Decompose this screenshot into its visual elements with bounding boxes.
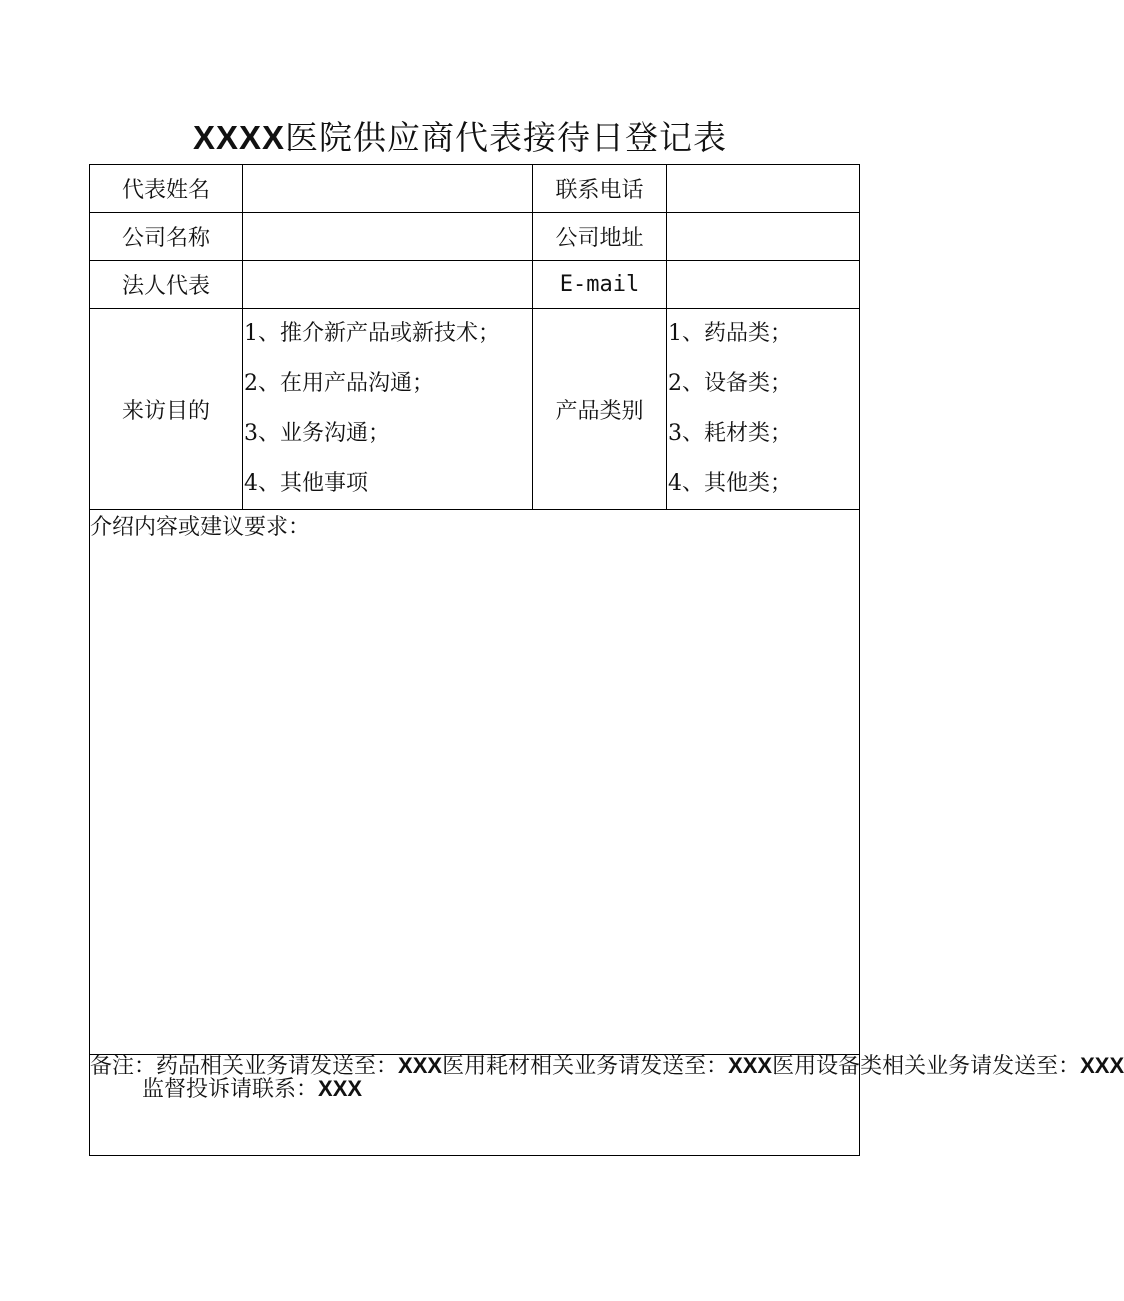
notes-contact: XXX xyxy=(398,1053,443,1078)
company-name-field[interactable] xyxy=(243,213,533,261)
notes-contact: XXX xyxy=(318,1076,363,1101)
category-option[interactable]: 1、药品类； xyxy=(668,321,792,346)
category-option[interactable]: 4、其他类； xyxy=(668,471,792,496)
notes-line-1 xyxy=(90,1053,1124,1079)
purpose-label: 来访目的 xyxy=(90,309,243,510)
phone-field[interactable] xyxy=(667,165,860,213)
company-address-label: 公司地址 xyxy=(533,213,667,261)
category-options xyxy=(667,309,860,510)
notes-text: 医用耗材相关业务请发送至： xyxy=(442,1054,729,1079)
rep-name-field[interactable] xyxy=(243,165,533,213)
phone-label: 联系电话 xyxy=(533,165,667,213)
purpose-options xyxy=(243,309,533,510)
email-label: E-mail xyxy=(533,261,667,309)
category-option[interactable]: 2、设备类； xyxy=(668,371,792,396)
notes-label: 备注 xyxy=(90,1054,135,1079)
notes-text: 监督投诉请联系： xyxy=(142,1077,319,1102)
notes-text: 医用设备类相关业务请发送至： xyxy=(772,1054,1081,1079)
purpose-option[interactable]: 1、推介新产品或新技术； xyxy=(244,321,500,346)
rep-name-label: 代表姓名 xyxy=(90,165,243,213)
category-option[interactable]: 3、耗材类； xyxy=(668,421,792,446)
notes-section xyxy=(90,1053,1124,1156)
notes-contact: XXX xyxy=(1080,1053,1124,1078)
category-label: 产品类别 xyxy=(533,309,667,510)
page-title xyxy=(0,116,920,160)
company-name-label: 公司名称 xyxy=(90,213,243,261)
purpose-option[interactable]: 3、业务沟通； xyxy=(244,421,390,446)
purpose-option[interactable]: 4、其他事项 xyxy=(244,471,368,496)
notes-line-2 xyxy=(90,1078,859,1101)
title-text: 医院供应商代表接待日登记表 xyxy=(285,118,728,157)
notes-text: ：药品相关业务请发送至： xyxy=(134,1054,399,1079)
company-address-field[interactable] xyxy=(667,213,860,261)
title-prefix: XXXX xyxy=(192,119,286,156)
legal-rep-field[interactable] xyxy=(243,261,533,309)
purpose-option[interactable]: 2、在用产品沟通； xyxy=(244,371,434,396)
email-field[interactable] xyxy=(667,261,860,309)
legal-rep-label: 法人代表 xyxy=(90,261,243,309)
registration-form xyxy=(89,164,1124,1156)
intro-section[interactable] xyxy=(90,510,860,1055)
notes-contact: XXX xyxy=(728,1053,773,1078)
intro-label: 介绍内容或建议要求： xyxy=(90,515,311,540)
